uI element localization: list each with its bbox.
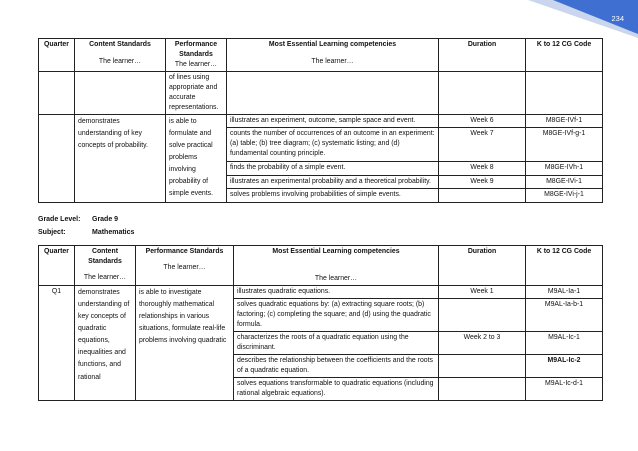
header-content-label: Content Standards bbox=[88, 248, 122, 265]
duration-cell: Week 8 bbox=[439, 162, 526, 175]
grade-level-label: Grade Level: bbox=[38, 216, 81, 223]
duration-cell bbox=[439, 378, 526, 401]
table-row bbox=[39, 115, 603, 128]
grade-level-value: Grade 9 bbox=[92, 216, 119, 223]
performance-cell-continued: of lines using appropriate and accurate representations. bbox=[166, 72, 227, 115]
code-cell: M9AL-Ic-2 bbox=[526, 355, 603, 378]
duration-cell: Week 1 bbox=[439, 286, 526, 299]
duration-cell bbox=[439, 189, 526, 202]
header-performance-standards bbox=[166, 39, 227, 72]
header-duration: Duration bbox=[439, 246, 526, 286]
melc-cell bbox=[227, 72, 439, 115]
header-code: K to 12 CG Code bbox=[526, 39, 603, 72]
table-header-row bbox=[39, 39, 603, 72]
header-performance-sub: The learner… bbox=[163, 264, 206, 271]
header-melc-sub: The learner… bbox=[311, 58, 354, 65]
header-quarter: Quarter bbox=[39, 246, 75, 286]
performance-standard-cell: is able to investigate thoroughly mathematical relationships in various situations, formulate real-life problems involving quadratic bbox=[136, 286, 234, 401]
grade8-table bbox=[38, 38, 603, 203]
code-cell: M8GE-IVi-1 bbox=[526, 175, 603, 188]
melc-cell: finds the probability of a simple event. bbox=[227, 162, 439, 175]
header-content-label: Content Standards bbox=[89, 41, 151, 48]
code-cell: M9AL-Ic-d-1 bbox=[526, 378, 603, 401]
table-header-row bbox=[39, 246, 603, 286]
melc-cell: solves problems involving probabilities of simple events. bbox=[227, 189, 439, 202]
quarter-cell bbox=[39, 115, 75, 203]
melc-cell: describes the relationship between the coefficients and the roots of a quadratic equation. bbox=[234, 355, 439, 378]
table-row bbox=[39, 72, 603, 115]
header-performance-label: Performance Standards bbox=[174, 41, 218, 58]
header-content-sub: The learner… bbox=[98, 58, 142, 65]
code-cell: M8GE-IVf-1 bbox=[526, 115, 603, 128]
code-cell: M9AL-Ic-1 bbox=[526, 332, 603, 355]
content-cell bbox=[75, 72, 166, 115]
header-quarter: Quarter bbox=[39, 39, 75, 72]
code-cell bbox=[526, 72, 603, 115]
code-cell: M9AL-Ia-b-1 bbox=[526, 299, 603, 332]
performance-standard-cell: is able to formulate and solve practical problems involving probability of simple events. bbox=[166, 115, 227, 203]
header-melc bbox=[234, 246, 439, 286]
code-cell: M8GE-IVh-1 bbox=[526, 162, 603, 175]
header-performance-label: Performance Standards bbox=[145, 248, 224, 255]
grade-level-line bbox=[38, 216, 118, 223]
subject-line bbox=[38, 229, 134, 236]
melc-cell: counts the number of occurrences of an outcome in an experiment: (a) table; (b) tree diagram; (c) systematic listing; and (d) fundamental counting principle. bbox=[227, 128, 439, 162]
code-cell: M9AL-Ia-1 bbox=[526, 286, 603, 299]
header-duration: Duration bbox=[439, 39, 526, 72]
duration-cell bbox=[439, 72, 526, 115]
table-row bbox=[39, 286, 603, 299]
header-melc-label: Most Essential Learning competencies bbox=[272, 248, 400, 255]
content-standard-cell: demonstrates understanding of key concepts of quadratic equations, inequalities and functions, and rational bbox=[75, 286, 136, 401]
melc-cell: solves quadratic equations by: (a) extracting square roots; (b) factoring; (c) completing the square; and (d) using the quadratic formula. bbox=[234, 299, 439, 332]
duration-cell bbox=[439, 355, 526, 378]
code-cell: M8GE-IVi-j-1 bbox=[526, 189, 603, 202]
page-number: 234 bbox=[611, 14, 624, 23]
duration-cell: Week 2 to 3 bbox=[439, 332, 526, 355]
melc-cell: illustrates an experimental probability and a theoretical probability. bbox=[227, 175, 439, 188]
subject-value: Mathematics bbox=[92, 229, 135, 236]
header-performance-standards bbox=[136, 246, 234, 286]
melc-cell: solves equations transformable to quadratic equations (including rational algebraic equations). bbox=[234, 378, 439, 401]
quarter-cell: Q1 bbox=[39, 286, 75, 401]
quarter-cell bbox=[39, 72, 75, 115]
melc-cell: illustrates an experiment, outcome, sample space and event. bbox=[227, 115, 439, 128]
code-cell: M8GE-IVf-g-1 bbox=[526, 128, 603, 162]
content-standard-cell: demonstrates understanding of key concepts of probability. bbox=[75, 115, 166, 203]
duration-cell: Week 6 bbox=[439, 115, 526, 128]
melc-cell: characterizes the roots of a quadratic equation using the discriminant. bbox=[234, 332, 439, 355]
header-content-standards bbox=[75, 246, 136, 286]
header-content-sub: The learner… bbox=[83, 274, 127, 281]
header-melc bbox=[227, 39, 439, 72]
header-melc-sub: The learner… bbox=[314, 275, 358, 282]
header-content-standards bbox=[75, 39, 166, 72]
melc-cell: illustrates quadratic equations. bbox=[234, 286, 439, 299]
duration-cell: Week 9 bbox=[439, 175, 526, 188]
grade9-table bbox=[38, 245, 603, 401]
duration-cell bbox=[439, 299, 526, 332]
header-performance-sub: The learner… bbox=[174, 61, 218, 68]
duration-cell: Week 7 bbox=[439, 128, 526, 162]
header-melc-label: Most Essential Learning competencies bbox=[268, 41, 397, 48]
header-code: K to 12 CG Code bbox=[526, 246, 603, 286]
subject-label: Subject: bbox=[38, 229, 66, 236]
